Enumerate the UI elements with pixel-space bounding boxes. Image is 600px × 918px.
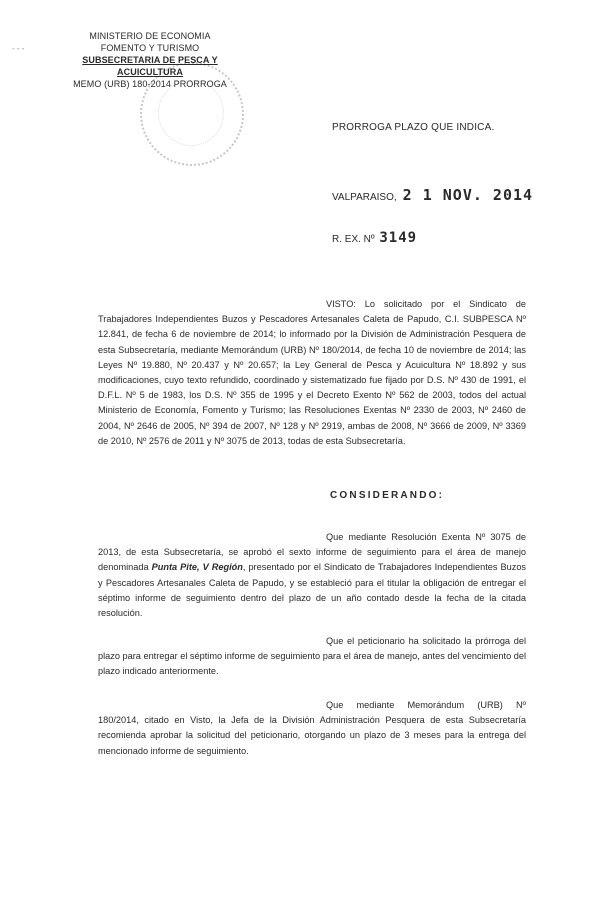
considerando-paragraph-2: Que el peticionario ha solicitado la prórroga del plazo para entregar el séptimo informe de seguimiento para el área de manejo, antes del vencimiento del plazo indicado anteriormente. — [98, 636, 526, 677]
place: VALPARAISO, — [332, 192, 397, 203]
considerando-heading: CONSIDERANDO: — [330, 490, 445, 501]
resolution-number — [332, 230, 417, 246]
p1-area-name: Punta Pite, V Región — [151, 562, 243, 573]
considerando-paragraph-1 — [98, 530, 526, 621]
visto-paragraph: VISTO: Lo solicitado por el Sindicato de Trabajadores Independientes Buzos y Pescadores Artesanales Caleta de Papudo, C.I. SUBPESCA Nº 12.841, de fecha 6 de noviembre de 2014; lo informado por la División de Administración Pesquera de esta Subsecretaría, mediante Memorándum (URB) Nº 180/2014, de fecha 10 de noviembre de 2014; las Leyes Nº 19.880, Nº 20.437 y Nº 20.657; la Ley General de Pesca y Acuicultura Nº 18.892 y sus modificaciones, cuyo texto refundido, coordinado y sistematizado fue fijado por D.S. Nº 430 de 1991, el D.F.L. Nº 5 de 1983, los D.S. Nº 355 de 1995 y el Decreto Exento Nº 562 de 2003, todos del actual Ministerio de Economía, Fomento y Turismo; las Resoluciones Exentas Nº 2330 de 2003, Nº 2460 de 2004, Nº 2646 de 2005, Nº 394 de 2007, Nº 128 y Nº 2919, ambas de 2008, Nº 3666 de 2009, Nº 3369 de 2010, Nº 2576 de 2011 y Nº 3075 de 2013, todas de esta Subsecretaría. — [98, 299, 526, 446]
p1-text-before: Que mediante Resolución Exenta Nº 3075 de 2013, de esta Subsecretaría, se aprobó el sexto informe de seguimiento para el área de manejo denominada — [98, 532, 526, 573]
considerando-paragraph-3: Que mediante Memorándum (URB) Nº 180/2014, citado en Visto, la Jefa de la División Administración Pesquera de esta Subsecretaría recomienda aprobar la solicitud del peticionario, otorgando un plazo de 3 meses para la entrega del mencionado informe de seguimiento. — [98, 700, 526, 756]
letterhead — [50, 30, 250, 90]
memo-reference: MEMO (URB) 180-2014 PRORROGA — [73, 79, 227, 89]
ministry-name: MINISTERIO DE ECONOMIA — [89, 31, 211, 41]
subsecretaria-name: SUBSECRETARIA DE PESCA Y ACUICULTURA — [82, 55, 218, 77]
ministry-branch: FOMENTO Y TURISMO — [100, 43, 200, 53]
rex-label: R. EX. Nº — [332, 234, 375, 245]
p1-text-after: , presentado por el Sindicato de Trabajadores Independientes Buzos y Pescadores Artesanales Caleta de Papudo, y se estableció para el titular la obligación de entregar el séptimo informe de seguimiento dentro del plazo de un año contado desde la fecha de la citada resolución. — [98, 562, 527, 619]
scan-mark: - - - — [12, 44, 25, 53]
rex-number: 3149 — [379, 230, 418, 246]
stamped-date: 2 1 NOV. 2014 — [402, 186, 534, 204]
document-subject: PRORROGA PLAZO QUE INDICA. — [332, 122, 495, 133]
place-date — [332, 186, 533, 204]
